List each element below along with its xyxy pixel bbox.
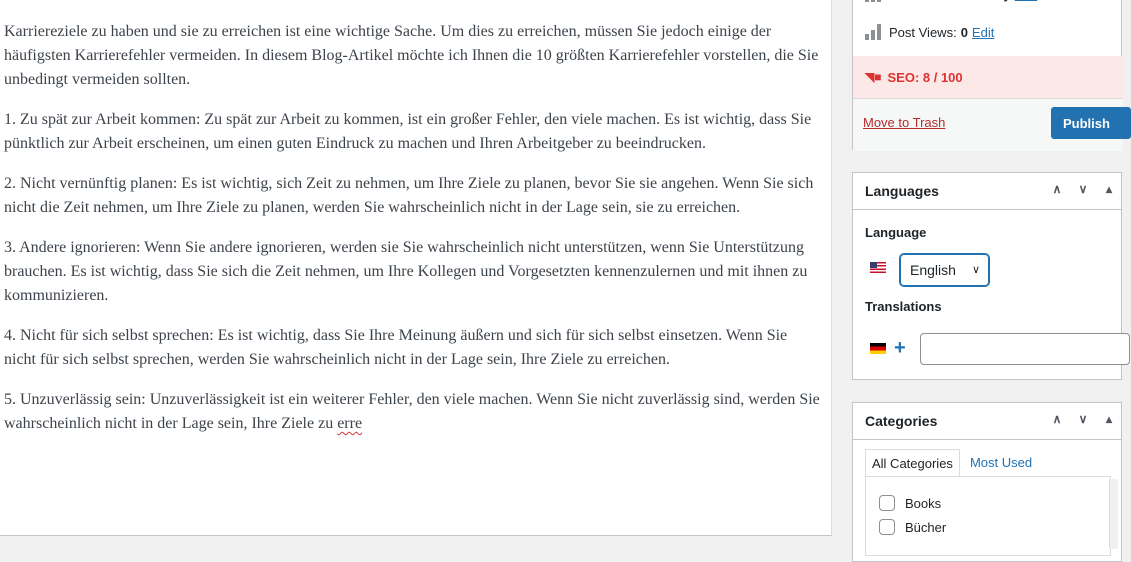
tab-all-categories[interactable]: All Categories (865, 449, 960, 477)
category-item[interactable] (879, 519, 946, 535)
us-flag-icon (870, 262, 886, 273)
category-checkbox[interactable] (879, 519, 895, 535)
post-views-label: Post Views: (889, 24, 957, 40)
toggle-panel-icon[interactable]: ▴ (1105, 182, 1113, 196)
post-views-row (865, 24, 994, 40)
tab-most-used[interactable]: Most Used (969, 455, 1033, 470)
move-up-icon[interactable]: ∧ (1052, 182, 1062, 196)
publish-schedule-edit-link[interactable] (1015, 0, 1037, 2)
category-checkbox[interactable] (879, 495, 895, 511)
categories-panel-title: Categories (865, 413, 938, 429)
editor-sidebar (832, 0, 1112, 537)
post-views-value: 0 (960, 24, 968, 40)
publish-schedule-value (936, 0, 1011, 2)
move-up-icon[interactable]: ∧ (1052, 412, 1062, 426)
language-label: Language (865, 225, 927, 240)
language-select-value: English (910, 262, 956, 278)
paragraph-text: 5. Unzuverlässig sein: Unzuverlässigkeit ist ein weiterer Fehler, den viele machen. Wenn Sie nicht zuverlässig sind, werden Sie wahrscheinlich nicht in der Lage sein, Ihre Ziele zu (4, 391, 820, 432)
add-translation-icon[interactable]: + (894, 337, 906, 359)
language-select[interactable] (900, 254, 989, 286)
paragraph[interactable]: 1. Zu spät zur Arbeit kommen: Zu spät zur Arbeit zu kommen, ist ein großer Fehler, den viele machen. Es ist wichtig, dass Sie pünktlich zur Arbeit erscheinen, um einen guten Eindruck zu machen und Ihren Arbeitgeber zu beeindrucken. (4, 111, 812, 152)
paragraph-last[interactable] (4, 388, 821, 436)
move-to-trash-link[interactable]: Move to Trash (863, 115, 946, 130)
publish-button[interactable]: Publish (1051, 107, 1131, 139)
languages-panel (852, 172, 1122, 380)
paragraph[interactable]: 2. Nicht vernünftig planen: Es ist wichtig, sich Zeit zu nehmen, um Ihre Ziele zu planen, bevor Sie sie angehen. Wenn Sie sich nicht die Zeit nehmen, um Ihre Ziele zu planen, werden Sie wahrscheinlich nicht in der Lage sein, sie zu erreichen. (4, 175, 814, 216)
chevron-down-icon: ∨ (971, 264, 980, 276)
post-views-edit-link[interactable]: Edit (971, 24, 995, 40)
toggle-panel-icon[interactable]: ▴ (1105, 412, 1113, 426)
translations-label: Translations (865, 299, 942, 314)
calendar-icon (865, 0, 881, 2)
publish-panel (852, 0, 1122, 150)
paragraph[interactable]: 3. Andere ignorieren: Wenn Sie andere ignorieren, werden sie Sie wahrscheinlich nicht unterstützen, wenn Sie Unterstützung brauchen. Es ist wichtig, dass Sie sich die Zeit nehmen, um Ihre Kollegen und Vorgesetzten kennenzulernen und mit ihnen zu kommunizieren. (4, 239, 808, 304)
publish-actions (853, 98, 1123, 151)
seo-score-row (853, 56, 1123, 98)
categories-panel (852, 402, 1122, 562)
category-label: Books (905, 495, 942, 511)
category-item[interactable] (879, 495, 941, 511)
seo-score: SEO: 8 / 100 (887, 69, 963, 85)
category-tabs (865, 449, 1038, 477)
move-down-icon[interactable]: ∨ (1078, 412, 1088, 426)
misspelled-word[interactable]: erre (337, 415, 363, 432)
bar-chart-icon (865, 24, 881, 40)
publish-schedule-label (889, 0, 932, 2)
paragraph[interactable]: 4. Nicht für sich selbst sprechen: Es ist wichtig, dass Sie Ihre Meinung äußern und sich für sich selbst einsetzen. Wenn Sie nicht für sich selbst sprechen, werden Sie wahrscheinlich nicht in der Lage sein, Ihre Ziele zu erreichen. (4, 327, 788, 368)
german-flag-icon (870, 343, 886, 354)
move-down-icon[interactable]: ∨ (1078, 182, 1088, 196)
languages-panel-title: Languages (865, 183, 939, 199)
categories-panel-header[interactable] (853, 403, 1121, 440)
category-label: Bücher (905, 519, 947, 535)
languages-panel-header[interactable] (853, 173, 1121, 210)
category-scrollbar[interactable] (1109, 479, 1118, 549)
category-checklist (865, 476, 1111, 556)
seo-icon: ◥■ (865, 70, 882, 84)
publish-schedule-row (865, 0, 1037, 2)
translation-input[interactable] (920, 333, 1130, 365)
paragraph[interactable]: Karriereziele zu haben und sie zu erreichen ist eine wichtige Sache. Um dies zu erreichen, müssen Sie jedoch einige der häufigsten Karrierefehler vermeiden. In diesem Blog-Artikel möchte ich Ihnen die 10 größten Karrierefehler vorstellen, die Sie unbedingt vermeiden sollten. (4, 23, 819, 88)
